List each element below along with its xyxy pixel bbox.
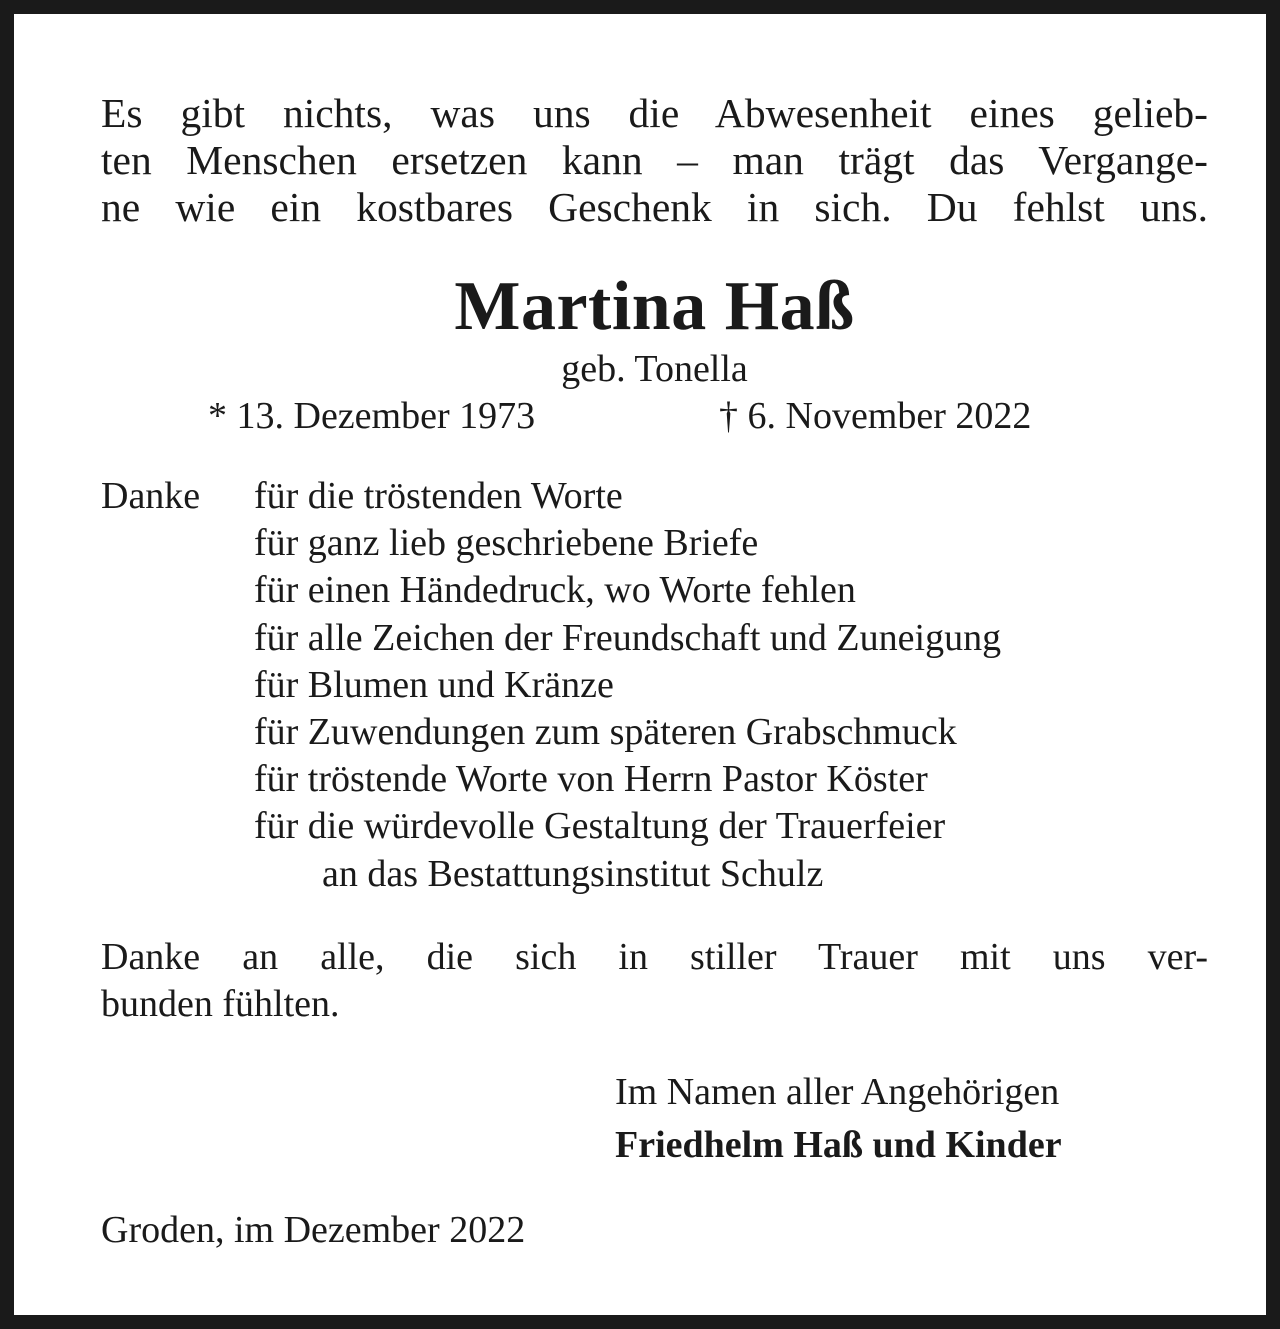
thanks-item: für tröstende Worte von Herrn Pastor Köster: [254, 758, 928, 801]
signature-line: Im Namen aller Angehörigen: [615, 1070, 1060, 1113]
intro-line: ten Menschen ersetzen kann – man trägt das Vergange-: [101, 137, 1208, 183]
thanks-item: für die tröstenden Worte: [254, 475, 623, 517]
place-date: Groden, im Dezember 2022: [101, 1208, 526, 1251]
intro-quote: [101, 90, 1208, 231]
signature-block: [615, 1066, 1208, 1172]
obituary-content: [101, 90, 1208, 1254]
life-dates: [101, 391, 1208, 441]
thanks-item: für die würdevolle Gestaltung der Trauerfeier: [254, 805, 946, 848]
thanks-item: für ganz lieb geschriebene Briefe: [254, 522, 759, 565]
thanks-item: an das Bestattungsinstitut Schulz: [322, 852, 824, 895]
thanks-lead: Danke: [101, 475, 201, 517]
intro-line: ne wie ein kostbares Geschenk in sich. Du fehlst uns.: [101, 184, 1208, 230]
thanks-list: [101, 473, 1208, 898]
thanks-item: für Zuwendungen zum späteren Grabschmuck: [254, 711, 957, 754]
maiden-name: geb. Tonella: [561, 348, 748, 390]
closing-text: [101, 934, 1208, 1028]
closing-line: bunden fühlten.: [101, 982, 340, 1025]
birth-date: * 13. Dezember 1973: [208, 395, 536, 437]
intro-line: Es gibt nichts, was uns die Abwesenheit eines gelieb-: [101, 90, 1208, 136]
thanks-items: [254, 473, 1208, 898]
thanks-item: für einen Händedruck, wo Worte fehlen: [254, 569, 856, 612]
thanks-item: für alle Zeichen der Freundschaft und Zuneigung: [254, 616, 1002, 659]
deceased-name: Martina Haß: [454, 268, 855, 345]
thanks-item: für Blumen und Kränze: [254, 663, 614, 706]
signature-names: Friedhelm Haß und Kinder: [615, 1123, 1062, 1166]
death-date: † 6. November 2022: [719, 395, 1032, 437]
closing-line: Danke an alle, die sich in stiller Trauer mit uns ver-: [101, 935, 1208, 978]
